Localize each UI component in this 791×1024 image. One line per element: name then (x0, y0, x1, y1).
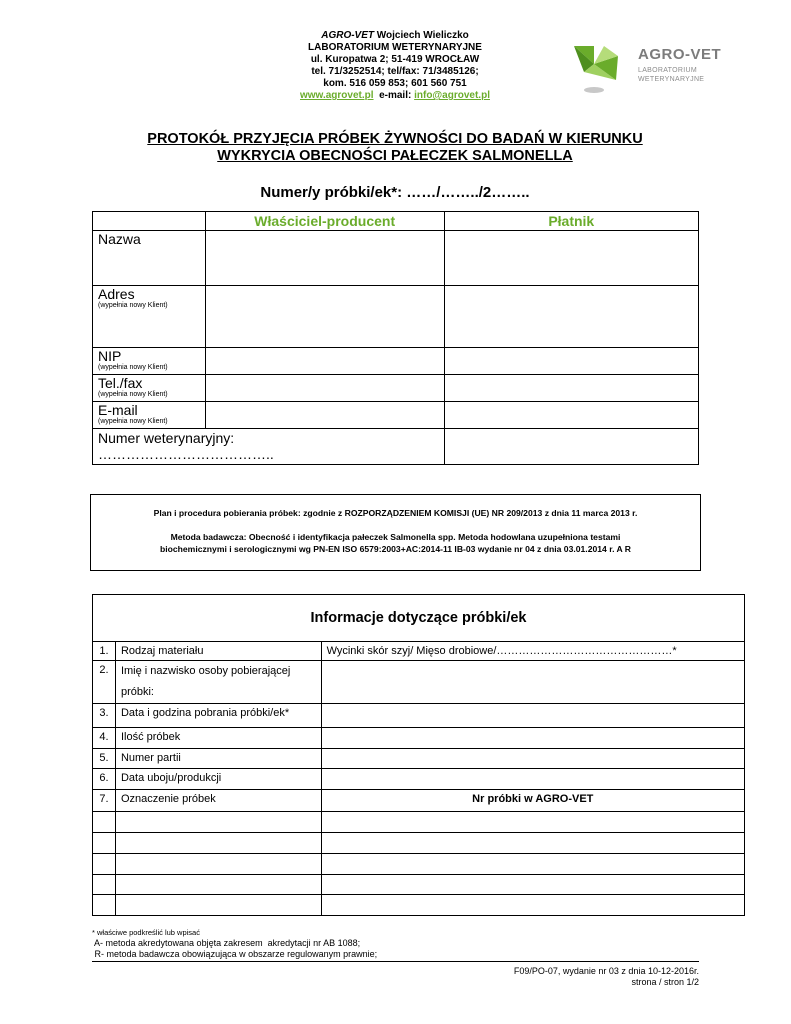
mobile: kom. 516 059 853; 601 560 751 (323, 78, 467, 89)
row-nip-label: NIP (wypełnia nowy Klient) (93, 348, 206, 375)
batch-number-field[interactable] (321, 749, 744, 769)
lab-sample-number-header: Nr próbki w AGRO-VET (321, 790, 744, 812)
sample-count-field[interactable] (321, 728, 744, 749)
footnotes (92, 927, 377, 960)
letterhead: AGRO-VET Wojciech Wieliczko LABORATORIUM WETERYNARYJNE ul. Kuropatwa 2; 51-419 WROCŁAW tel. 71/3252514; tel/fax: 71/3485126; kom. 516 059 853; 601 560 751 www.agrovet.pl e-mail: info@agrovet.pl (250, 30, 540, 102)
payer-address-field[interactable] (444, 286, 698, 348)
lab-sample-number-field[interactable] (321, 812, 744, 833)
sample-marking-field[interactable] (115, 833, 321, 854)
row-tel-label: Tel./fax (wypełnia nowy Klient) (93, 375, 206, 402)
empty-cell (93, 875, 116, 895)
material-field[interactable]: Wycinki skór szyj/ Mięso drobiowe/…………………………………………* (321, 642, 744, 661)
sample-info-table (92, 594, 745, 916)
row-address-label: Adres (wypełnia nowy Klient) (93, 286, 206, 348)
empty-cell (93, 833, 116, 854)
slaughter-date-field[interactable] (321, 769, 744, 790)
row-label: Data i godzina pobrania próbki/ek* (115, 704, 321, 728)
lab-sample-number-field[interactable] (321, 854, 744, 875)
footer-divider (92, 961, 699, 962)
row-number: 3. (93, 704, 116, 728)
sample-marking-field[interactable] (115, 875, 321, 895)
sample-marking-field[interactable] (115, 812, 321, 833)
company-name: AGRO-VET Wojciech Wieliczko (321, 30, 469, 41)
email-link[interactable]: info@agrovet.pl (414, 90, 490, 101)
procedure-box (90, 494, 701, 571)
row-number: 1. (93, 642, 116, 661)
owner-address-field[interactable] (205, 286, 444, 348)
agro-vet-logo (570, 42, 730, 96)
footnote-r: R- metoda badawcza obowiązująca w obszarze regulowanym prawnie; (92, 949, 378, 959)
owner-payer-table (92, 211, 699, 465)
lab-sample-number-field[interactable] (321, 875, 744, 895)
form-version: F09/PO-07, wydanie nr 03 z dnia 10-12-2016r. (513, 966, 699, 976)
sampling-date-field[interactable] (321, 704, 744, 728)
empty-cell (93, 895, 116, 916)
sample-marking-field[interactable] (115, 854, 321, 875)
document-title: PROTOKÓŁ PRZYJĘCIA PRÓBEK ŻYWNOŚCI DO BADAŃ W KIERUNKU WYKRYCIA OBECNOŚCI PAŁECZEK SALMONELLA (147, 131, 643, 164)
row-label: Oznaczenie próbek (115, 790, 321, 812)
phone: tel. 71/3252514; tel/fax: 71/3485126; (311, 66, 479, 77)
info-table-caption: Informacje dotyczące próbki/ek (93, 595, 745, 642)
owner-tel-field[interactable] (205, 375, 444, 402)
sample-number: Numer/y próbki/ek*: ……/……../2…….. (260, 184, 530, 201)
payer-tel-field[interactable] (444, 375, 698, 402)
row-vet-label: Numer weterynaryjny: ……………………………….. (93, 429, 445, 465)
row-label: Imię i nazwisko osoby pobierającej próbki: (115, 661, 321, 704)
row-label: Ilość próbek (115, 728, 321, 749)
website-link[interactable]: www.agrovet.pl (300, 90, 374, 101)
method-line-1: Metoda badawcza: Obecność i identyfikacja pałeczek Salmonella spp. Metoda hodowlana uzupełniona testami (170, 532, 621, 542)
owner-name-field[interactable] (205, 231, 444, 286)
owner-nip-field[interactable] (205, 348, 444, 375)
col-payer: Płatnik (444, 212, 698, 231)
owner-email-field[interactable] (205, 402, 444, 429)
row-number: 5. (93, 749, 116, 769)
empty-cell (93, 854, 116, 875)
row-label: Rodzaj materiału (115, 642, 321, 661)
sample-marking-field[interactable] (115, 895, 321, 916)
lab-sample-number-field[interactable] (321, 833, 744, 854)
form-info (470, 966, 699, 988)
method-line-2: biochemicznymi i serologicznymi wg PN-EN ISO 6579:2003+AC:2014-11 IB-03 wydanie nr 04 z dnia 03.01.2014 r. A R (159, 544, 632, 554)
footnote-asterisk: * właściwe podkreślić lub wpisać (92, 928, 200, 937)
row-email-label: E-mail (wypełnia nowy Klient) (93, 402, 206, 429)
logo-mark-icon (570, 42, 634, 96)
row-number: 4. (93, 728, 116, 749)
row-name-label: Nazwa (93, 231, 206, 286)
footnote-a: A- metoda akredytowana objęta zakresem akredytacji nr AB 1088; (92, 938, 361, 948)
address: ul. Kuropatwa 2; 51-419 WROCŁAW (310, 54, 480, 65)
logo-brand: AGRO-VET (638, 46, 722, 63)
lab-name: LABORATORIUM WETERYNARYJNE (308, 42, 482, 53)
payer-name-field[interactable] (444, 231, 698, 286)
row-number: 6. (93, 769, 116, 790)
sampler-name-field[interactable] (321, 661, 744, 704)
payer-nip-field[interactable] (444, 348, 698, 375)
payer-email-field[interactable] (444, 402, 698, 429)
row-number: 2. (93, 661, 116, 704)
logo-subtitle: LABORATORIUM WETERYNARYJNE (638, 67, 705, 83)
sampling-plan: Plan i procedura pobierania próbek: zgodnie z ROZPORZĄDZENIEM KOMISJI (UE) NR 209/2013 z dnia 11 marca 2013 r. (153, 508, 638, 518)
lab-sample-number-field[interactable] (321, 895, 744, 916)
empty-cell (93, 812, 116, 833)
payer-vet-field[interactable] (444, 429, 698, 465)
row-label: Data uboju/produkcji (115, 769, 321, 790)
page-number: strona / stron 1/2 (631, 977, 699, 987)
row-label: Numer partii (115, 749, 321, 769)
row-number: 7. (93, 790, 116, 812)
col-owner: Właściciel-producent (205, 212, 444, 231)
